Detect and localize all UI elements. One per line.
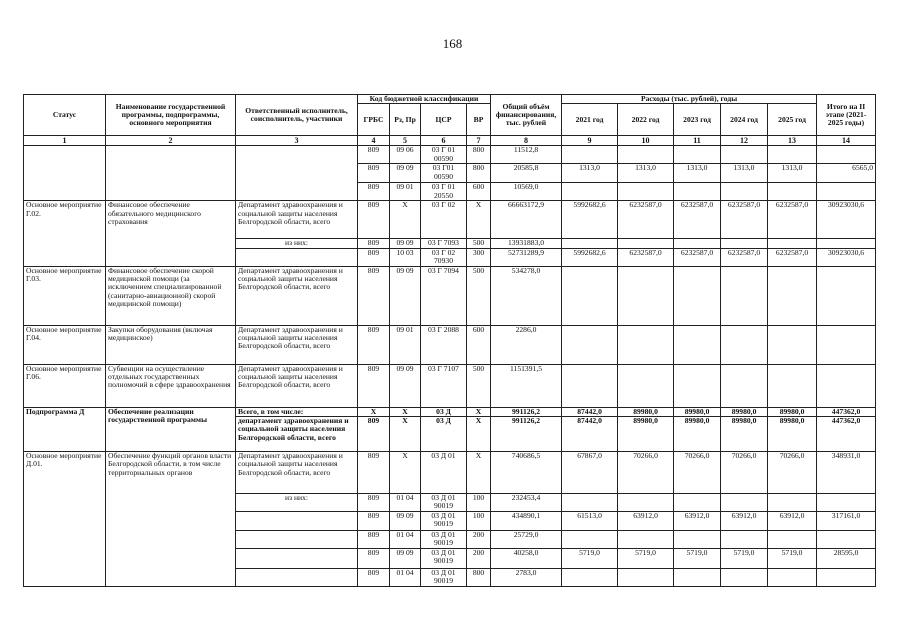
y2021-cell: 61513,0: [562, 512, 618, 531]
col-num: 14: [817, 136, 876, 146]
grbs-cell: 809: [358, 201, 390, 239]
total-cell: 2783,0: [491, 569, 562, 587]
grbs-cell: 809: [358, 569, 390, 587]
executor-cell: [236, 531, 358, 549]
grbs-cell: 809: [358, 266, 390, 325]
grbs-cell: 809: [358, 494, 390, 512]
total-cell: 2286,0: [491, 325, 562, 364]
grbs-cell: Х: [358, 407, 390, 416]
name-cell: [106, 146, 236, 201]
header-2024: 2024 год: [721, 104, 768, 136]
executor-cell: департамент здравоохранения и социальной защиты населения Белгородской области, всего: [236, 417, 358, 452]
status-cell: [24, 146, 106, 201]
col-num: 5: [390, 136, 421, 146]
executor-subheader: из них:: [236, 239, 358, 248]
y2024-cell: 6232587,0: [721, 201, 768, 239]
vr-cell: 800: [467, 569, 491, 587]
table-row: [24, 364, 876, 407]
rzpr-cell: Х: [390, 201, 421, 239]
header-2025: 2025 год: [768, 104, 817, 136]
csr-cell: 03 Д: [421, 407, 467, 416]
rzpr-cell: 09 09: [390, 549, 421, 569]
header-csr: ЦСР: [421, 104, 467, 136]
status-cell: Основное мероприятие Д.01.: [24, 452, 106, 587]
header-grbs: ГРБС: [358, 104, 390, 136]
status-cell: Основное мероприятие Г.02.: [24, 201, 106, 266]
y2023-cell: 63912,0: [674, 512, 721, 531]
executor-cell: Департамент здравоохранения и социальной защиты населения Белгородской области, всего: [236, 452, 358, 494]
rzpr-cell: 01 04: [390, 569, 421, 587]
total-cell: 52731289,9: [491, 248, 562, 266]
col-num: 7: [467, 136, 491, 146]
y2024-cell: 63912,0: [721, 512, 768, 531]
col-num: 12: [721, 136, 768, 146]
csr-cell: 03 Д 01 90019: [421, 531, 467, 549]
csr-cell: 03 Д 01: [421, 452, 467, 494]
executor-cell: Департамент здравоохранения и социальной защиты населения Белгородской области, всего: [236, 325, 358, 364]
y2021-cell: 1313,0: [562, 164, 618, 183]
executor-subheader: из них:: [236, 494, 358, 512]
total-cell: 434890,1: [491, 512, 562, 531]
rzpr-cell: 09 09: [390, 239, 421, 248]
header-row-1: [24, 95, 876, 104]
y2021-cell: 67867,0: [562, 452, 618, 494]
col-num: 1: [24, 136, 106, 146]
col-num: 4: [358, 136, 390, 146]
col-num: 11: [674, 136, 721, 146]
grbs-cell: 809: [358, 146, 390, 164]
grbs-cell: 809: [358, 183, 390, 201]
y2022-cell: 89980,0: [618, 407, 674, 416]
y2022-cell: 1313,0: [618, 164, 674, 183]
executor-cell: [236, 248, 358, 266]
csr-cell: 03 Д 01 90019: [421, 494, 467, 512]
y2025-cell: 89980,0: [768, 407, 817, 416]
y2023-cell: 89980,0: [674, 417, 721, 452]
col-num: 3: [236, 136, 358, 146]
col-num: 9: [562, 136, 618, 146]
vr-cell: 800: [467, 164, 491, 183]
y2021-cell: 5992682,6: [562, 248, 618, 266]
sum-cell: 28595,0: [817, 549, 876, 569]
executor-cell: Всего, в том числе:: [236, 407, 358, 416]
y2025-cell: 6232587,0: [768, 201, 817, 239]
y2025-cell: 1313,0: [768, 164, 817, 183]
status-cell: Основное мероприятие Г.04.: [24, 325, 106, 364]
rzpr-cell: 10 03: [390, 248, 421, 266]
csr-cell: 03 Д 01 90019: [421, 569, 467, 587]
grbs-cell: 809: [358, 248, 390, 266]
csr-cell: 03 Г 7107: [421, 364, 467, 407]
sum-cell: 30923030,6: [817, 201, 876, 239]
executor-cell: [236, 569, 358, 587]
vr-cell: Х: [467, 201, 491, 239]
y2023-cell: 70266,0: [674, 452, 721, 494]
vr-cell: Х: [467, 417, 491, 452]
col-num: 2: [106, 136, 236, 146]
y2022-cell: 5719,0: [618, 549, 674, 569]
total-cell: 740686,5: [491, 452, 562, 494]
header-2023: 2023 год: [674, 104, 721, 136]
header-expenses: Расходы (тыс. рублей), годы: [562, 95, 817, 104]
total-cell: 66663172,9: [491, 201, 562, 239]
y2021-cell: 5992682,6: [562, 201, 618, 239]
vr-cell: 200: [467, 549, 491, 569]
rzpr-cell: Х: [390, 407, 421, 416]
total-cell: 20585,8: [491, 164, 562, 183]
header-total-funding: Общий объём финансирования, тыс. рублей: [491, 95, 562, 136]
sum-cell: 6565,0: [817, 164, 876, 183]
rzpr-cell: 09 06: [390, 146, 421, 164]
y2025-cell: 63912,0: [768, 512, 817, 531]
csr-cell: 03 Г01 00590: [421, 164, 467, 183]
vr-cell: 500: [467, 364, 491, 407]
total-cell: 25729,0: [491, 531, 562, 549]
name-cell: Обеспечение реализации государственной программы: [106, 407, 236, 451]
y2025-cell: 5719,0: [768, 549, 817, 569]
grbs-cell: 809: [358, 364, 390, 407]
vr-cell: 800: [467, 146, 491, 164]
y2022-cell: 63912,0: [618, 512, 674, 531]
table-row: [24, 452, 876, 494]
executor-cell: Департамент здравоохранения и социальной защиты населения Белгородской области, всего: [236, 201, 358, 239]
csr-cell: 03 Д 01 90019: [421, 549, 467, 569]
csr-cell: 03 Д 01 90019: [421, 512, 467, 531]
y2024-cell: 1313,0: [721, 164, 768, 183]
sum-cell: 447362,0: [817, 407, 876, 416]
status-cell: Подпрограмма Д: [24, 407, 106, 451]
header-2021: 2021 год: [562, 104, 618, 136]
csr-cell: 03 Д: [421, 417, 467, 452]
y2021-cell: 5719,0: [562, 549, 618, 569]
col-num: 13: [768, 136, 817, 146]
y2023-cell: 5719,0: [674, 549, 721, 569]
header-kbk: Код бюджетной классификации: [358, 95, 491, 104]
y2025-cell: 89980,0: [768, 417, 817, 452]
vr-cell: 500: [467, 239, 491, 248]
sum-cell: 317161,0: [817, 512, 876, 531]
total-cell: 991126,2: [491, 417, 562, 452]
rzpr-cell: 09 09: [390, 164, 421, 183]
name-cell: Субвенции на осуществление отдельных государственных полномочий в сфере здравоохранения: [106, 364, 236, 407]
col-num: 6: [421, 136, 467, 146]
table-row: [24, 407, 876, 416]
status-cell: Основное мероприятие Г.06.: [24, 364, 106, 407]
y2022-cell: 6232587,0: [618, 201, 674, 239]
executor-cell: Департамент здравоохранения и социальной защиты населения Белгородской области, всего: [236, 364, 358, 407]
y2022-cell: 89980,0: [618, 417, 674, 452]
col-num: 10: [618, 136, 674, 146]
grbs-cell: 809: [358, 452, 390, 494]
executor-cell: Департамент здравоохранения и социальной защиты населения Белгородской области, всего: [236, 266, 358, 325]
rzpr-cell: 09 09: [390, 266, 421, 325]
name-cell: Закупки оборудования (включая медицинское): [106, 325, 236, 364]
y2023-cell: 6232587,0: [674, 201, 721, 239]
grbs-cell: 809: [358, 549, 390, 569]
grbs-cell: 809: [358, 531, 390, 549]
sum-cell: 348931,0: [817, 452, 876, 494]
grbs-cell: 809: [358, 512, 390, 531]
vr-cell: Х: [467, 452, 491, 494]
budget-table-sheet: [23, 94, 875, 587]
vr-cell: 600: [467, 325, 491, 364]
vr-cell: 100: [467, 494, 491, 512]
total-cell: 991126,2: [491, 407, 562, 416]
y2024-cell: 70266,0: [721, 452, 768, 494]
rzpr-cell: 09 09: [390, 364, 421, 407]
y2022-cell: 70266,0: [618, 452, 674, 494]
total-cell: 10569,0: [491, 183, 562, 201]
header-2022: 2022 год: [618, 104, 674, 136]
y2021-cell: 87442,0: [562, 417, 618, 452]
y2024-cell: 89980,0: [721, 417, 768, 452]
y2023-cell: 89980,0: [674, 407, 721, 416]
rzpr-cell: Х: [390, 452, 421, 494]
y2023-cell: 1313,0: [674, 164, 721, 183]
csr-cell: 03 Г 7093: [421, 239, 467, 248]
vr-cell: 200: [467, 531, 491, 549]
budget-table: [23, 94, 876, 587]
csr-cell: 03 Г 7094: [421, 266, 467, 325]
header-total-stage: Итого на II этапе (2021-2025 годы): [817, 95, 876, 136]
sum-cell: 30923030,6: [817, 248, 876, 266]
column-number-row: [24, 136, 876, 146]
name-cell: Финансовое обеспечение обязательного медицинского страхования: [106, 201, 236, 266]
total-cell: 534278,0: [491, 266, 562, 325]
vr-cell: 300: [467, 248, 491, 266]
rzpr-cell: 09 01: [390, 183, 421, 201]
y2024-cell: 89980,0: [721, 407, 768, 416]
name-cell: Финансовое обеспечение скорой медицинской помощи (за исключением специализированной (санитарно-авиационной) скорой медицинской помощи): [106, 266, 236, 325]
page-number: 168: [442, 36, 463, 51]
csr-cell: 03 Г 02: [421, 201, 467, 239]
vr-cell: 100: [467, 512, 491, 531]
sum-cell: 447362,0: [817, 417, 876, 452]
grbs-cell: 809: [358, 239, 390, 248]
header-name: Наименование государственной программы, подпрограммы, основного мероприятия: [106, 95, 236, 136]
header-status: Статус: [24, 95, 106, 136]
y2022-cell: 6232587,0: [618, 248, 674, 266]
total-cell: 232453,4: [491, 494, 562, 512]
header-vr: ВР: [467, 104, 491, 136]
rzpr-cell: 01 04: [390, 531, 421, 549]
table-row: [24, 325, 876, 364]
total-cell: 11512,8: [491, 146, 562, 164]
total-cell: 40258,0: [491, 549, 562, 569]
vr-cell: Х: [467, 407, 491, 416]
header-executor: Ответственный исполнитель, соисполнитель, участники: [236, 95, 358, 136]
name-cell: Обеспечение функций органов власти Белгородской области, в том числе территориальных органов: [106, 452, 236, 587]
rzpr-cell: 01 04: [390, 494, 421, 512]
rzpr-cell: 09 09: [390, 512, 421, 531]
y2021-cell: 87442,0: [562, 407, 618, 416]
total-cell: 13931883,0: [491, 239, 562, 248]
csr-cell: 03 Г 01 20550: [421, 183, 467, 201]
executor-cell: [236, 146, 358, 201]
y2025-cell: 6232587,0: [768, 248, 817, 266]
y2024-cell: 5719,0: [721, 549, 768, 569]
y2025-cell: 70266,0: [768, 452, 817, 494]
grbs-cell: 809: [358, 325, 390, 364]
status-cell: Основное мероприятие Г.03.: [24, 266, 106, 325]
header-rzpr: Рз, Пр: [390, 104, 421, 136]
grbs-cell: 809: [358, 417, 390, 452]
total-cell: 1151391,5: [491, 364, 562, 407]
y2024-cell: 6232587,0: [721, 248, 768, 266]
vr-cell: 600: [467, 183, 491, 201]
executor-cell: [236, 512, 358, 531]
csr-cell: 03 Г 01 00590: [421, 146, 467, 164]
y2023-cell: 6232587,0: [674, 248, 721, 266]
table-row: [24, 266, 876, 325]
csr-cell: 03 Г 02 70930: [421, 248, 467, 266]
executor-cell: [236, 549, 358, 569]
grbs-cell: 809: [358, 164, 390, 183]
rzpr-cell: Х: [390, 417, 421, 452]
col-num: 8: [491, 136, 562, 146]
csr-cell: 03 Г 2088: [421, 325, 467, 364]
rzpr-cell: 09 01: [390, 325, 421, 364]
table-row: [24, 146, 876, 164]
vr-cell: 500: [467, 266, 491, 325]
table-row: [24, 201, 876, 239]
